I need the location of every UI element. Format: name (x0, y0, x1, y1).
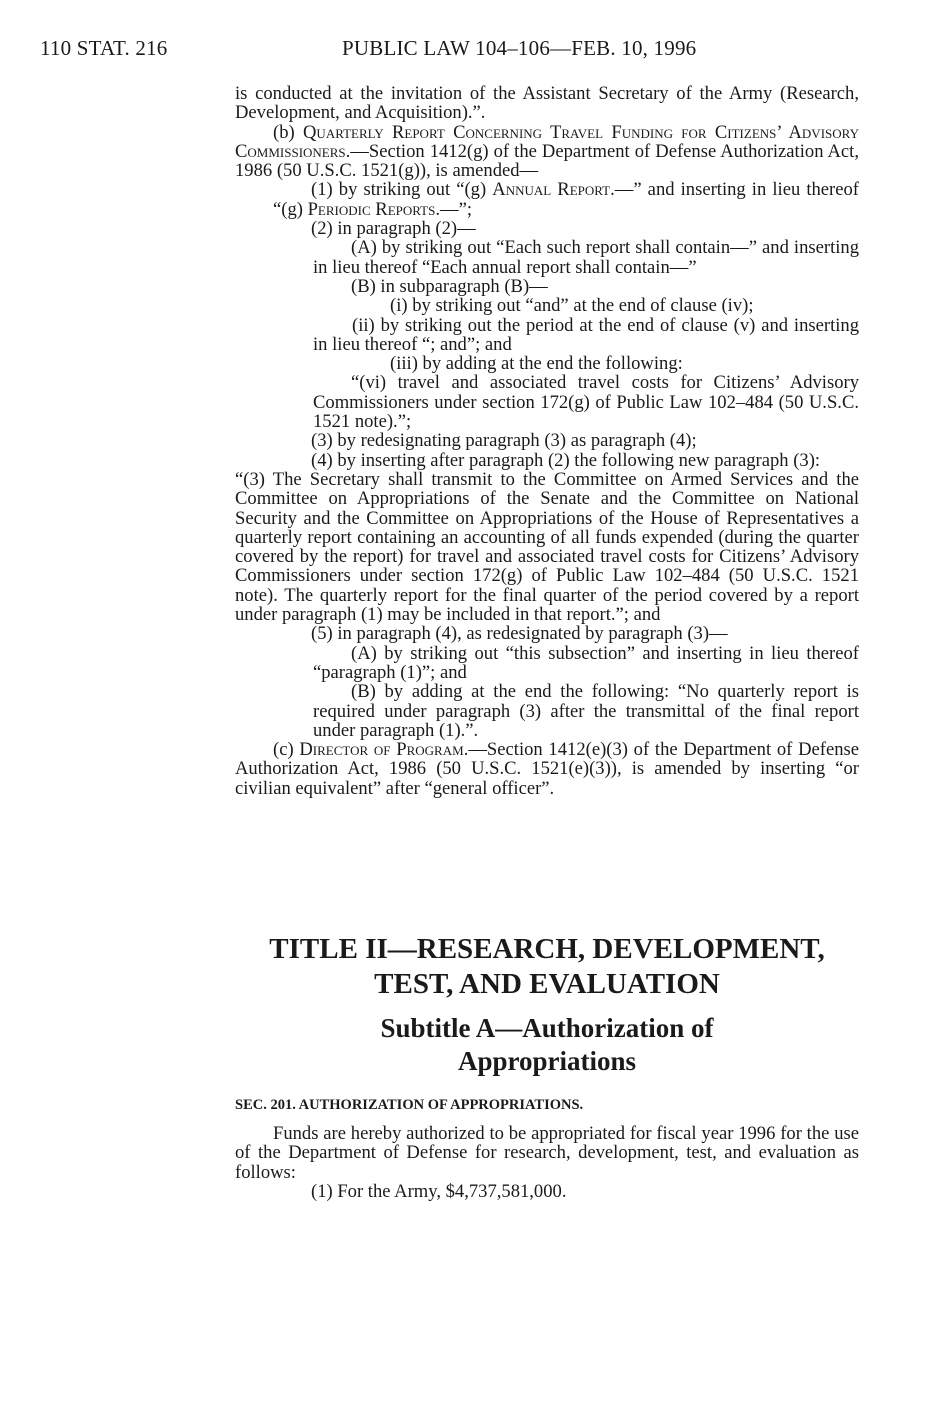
subsection-b: (b) Quarterly Report Concerning Travel Funding for Citizens’ Advisory Commissioners.—Section 1412(g) of the Department of Defense Authorization Act, 1986 (50 U.S.C. 1521(g)), is amended— (235, 121, 859, 182)
section-201-intro: Funds are hereby authorized to be appropriated for fiscal year 1996 for the use of the Department of Defense for research, development, test, and evaluation as follows: (235, 1123, 859, 1183)
subparagraph-2b: (B) in subparagraph (B)— (351, 275, 548, 297)
subtitle-heading: Subtitle A—Authorization of Appropriations (380, 1013, 714, 1076)
title-heading: TITLE II—RESEARCH, DEVELOPMENT, TEST, AND EVALUATION (269, 933, 825, 1000)
quoted-paragraph-3: “(3) The Secretary shall transmit to the Committee on Armed Services and the Committee on Appropriations of the Senate and the Committee on National Security and the Committee on Appropriations of the House of Representatives a quarterly report containing an accounting of all funds expended (during the quarter covered by the report) for travel and associated travel costs for Citizens’ Advisory Commissioners under section 172(g) of Public Law 102–484 (50 U.S.C. 1521 note). The quarterly report for the final quarter of the period covered by a report under paragraph (1) may be included in that report.”; and (235, 468, 859, 626)
subparagraph-5a: (A) by striking out “this subsection” and inserting in lieu thereof “paragraph (1)”; and (313, 642, 859, 683)
clause-i: (i) by striking out “and” at the end of clause (iv); (390, 295, 754, 317)
public-law-running-head: PUBLIC LAW 104–106—FEB. 10, 1996 (342, 36, 697, 60)
subsection-c: (c) Director of Program.—Section 1412(e)(3) of the Department of Defense Authorization Act, 1986 (50 U.S.C. 1521(e)(3)), is amended by inserting “or civilian equivalent” after “general officer”. (235, 739, 859, 799)
amendment-text (235, 84, 859, 798)
subsection-c-heading: Director of Program (299, 739, 464, 761)
subsection-b-heading: Quarterly Report Concerning Travel Funding for Citizens’ Advisory Commissioners (235, 121, 859, 162)
section-201-text (235, 1124, 859, 1201)
subparagraph-5b: (B) by adding at the end the following: “No quarterly report is required under paragraph (3) after the transmittal of the final report under paragraph (1).”. (313, 681, 859, 741)
section-201-item-1: (1) For the Army, $4,737,581,000. (311, 1180, 567, 1202)
section-heading: SEC. 201. AUTHORIZATION OF APPROPRIATIONS. (235, 1097, 584, 1113)
subparagraph-2a: (A) by striking out “Each such report shall contain—” and inserting in lieu thereof “Each annual report shall contain—” (313, 237, 859, 278)
paragraph-1: (1) by striking out “(g) Annual Report.—” and inserting in lieu thereof “(g) Periodic Reports.—”; (273, 179, 859, 220)
paragraph-5: (5) in paragraph (4), as redesignated by paragraph (3)— (311, 623, 728, 645)
clause-iii: (iii) by adding at the end the following: (390, 353, 683, 375)
paragraph-continuation: is conducted at the invitation of the Assistant Secretary of the Army (Research, Development, and Acquisition).”. (235, 83, 859, 124)
paragraph-2: (2) in paragraph (2)— (311, 218, 476, 240)
clause-ii: (ii) by striking out the period at the end of clause (v) and inserting in lieu thereof “; and”; and (313, 314, 859, 355)
paragraph-3: (3) by redesignating paragraph (3) as paragraph (4); (311, 430, 697, 452)
statute-page-number: 110 STAT. 216 (40, 36, 168, 60)
paragraph-4: (4) by inserting after paragraph (2) the following new paragraph (3): (311, 449, 821, 471)
quoted-clause-vi: “(vi) travel and associated travel costs for Citizens’ Advisory Commissioners under section 172(g) of Public Law 102–484 (50 U.S.C. 1521 note).”; (313, 372, 859, 433)
